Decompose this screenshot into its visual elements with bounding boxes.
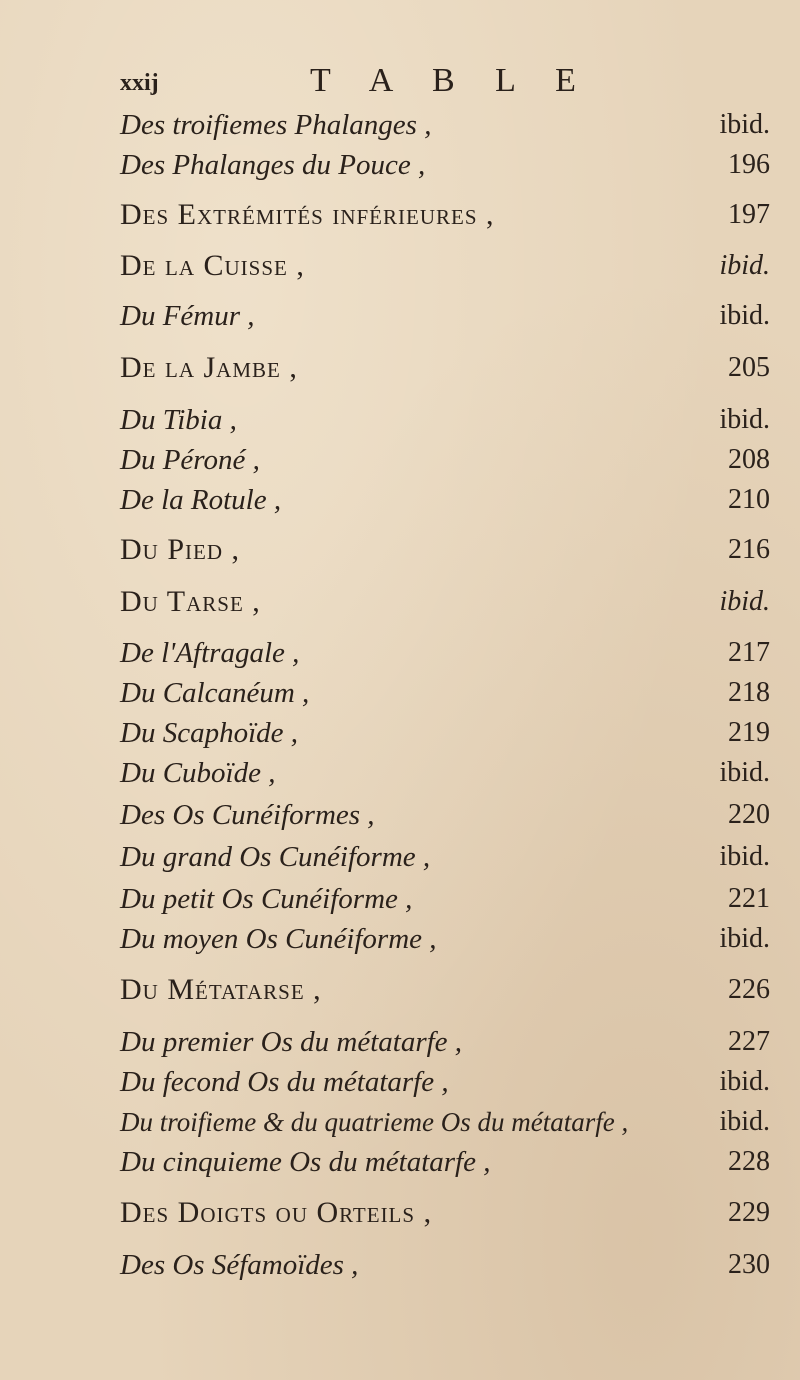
toc-page: ibid.	[719, 109, 770, 140]
toc-row	[0, 1145, 800, 1185]
toc-page: 218	[728, 677, 770, 708]
toc-entry: Du premier Os du métatarfe ,	[120, 1026, 463, 1058]
running-title: T A B L E	[310, 62, 592, 99]
toc-entry: De la Cuisse ,	[120, 249, 305, 282]
toc-entry: Du fecond Os du métatarfe ,	[120, 1066, 449, 1098]
toc-row	[0, 533, 800, 573]
toc-entry: Du Péroné ,	[120, 444, 260, 476]
toc-row	[0, 1196, 800, 1236]
toc-page: ibid.	[719, 1066, 770, 1097]
toc-entry: De la Jambe ,	[120, 351, 298, 384]
toc-entry: Du Cuboïde ,	[120, 757, 276, 789]
toc-entry: Du Pied ,	[120, 533, 241, 566]
page-number: xxij	[120, 70, 159, 96]
toc-page: ibid.	[719, 300, 770, 331]
toc-page: 219	[728, 717, 770, 748]
toc-row	[0, 249, 800, 289]
toc-page: 205	[728, 352, 770, 383]
toc-page: 229	[728, 1197, 770, 1228]
toc-page: 220	[728, 799, 770, 830]
toc-row	[0, 443, 800, 483]
toc-entry: Des troifiemes Phalanges ,	[120, 109, 432, 141]
toc-row	[0, 636, 800, 676]
toc-page: 226	[728, 974, 770, 1005]
toc-page: ibid.	[719, 923, 770, 954]
toc-page: 208	[728, 444, 770, 475]
toc-entry: Des Os Séfamoïdes ,	[120, 1249, 359, 1281]
toc-entry: Du Tibia ,	[120, 404, 237, 436]
toc-page: 221	[728, 883, 770, 914]
toc-entry: Des Extrémités inférieures ,	[120, 198, 495, 231]
toc-entry: Du Métatarse ,	[120, 973, 322, 1006]
toc-row	[0, 1025, 800, 1065]
toc-row	[0, 148, 800, 188]
toc-page: ibid.	[719, 404, 770, 435]
toc-row	[0, 403, 800, 443]
toc-page: 216	[728, 534, 770, 565]
toc-row	[0, 1105, 800, 1145]
toc-entry: Du Tarse ,	[120, 585, 261, 618]
toc-page: ibid.	[719, 250, 770, 281]
toc-row	[0, 1065, 800, 1105]
toc-row	[0, 716, 800, 756]
toc-entry: Du grand Os Cunéiforme ,	[120, 841, 431, 873]
toc-entry: Du Fémur ,	[120, 300, 255, 332]
toc-page: 228	[728, 1146, 770, 1177]
toc-entry: De l'Aftragale ,	[120, 637, 300, 669]
toc-entry: Du Calcanéum ,	[120, 677, 310, 709]
toc-entry: Des Os Cunéiformes ,	[120, 799, 375, 831]
toc-entry: Du troifieme & du quatrieme Os du métatarfe ,	[120, 1107, 629, 1137]
toc-page: ibid.	[719, 841, 770, 872]
toc-page: 227	[728, 1026, 770, 1057]
toc-row	[0, 922, 800, 962]
toc-page: 230	[728, 1249, 770, 1280]
toc-row	[0, 676, 800, 716]
toc-page: 197	[728, 199, 770, 230]
toc-row	[0, 840, 800, 880]
toc-row	[0, 798, 800, 838]
toc-row	[0, 483, 800, 523]
toc-entry: Des Phalanges du Pouce ,	[120, 149, 426, 181]
toc-row	[0, 882, 800, 922]
toc-entry: Du Scaphoïde ,	[120, 717, 298, 749]
toc-entry: Des Doigts ou Orteils ,	[120, 1196, 433, 1229]
toc-row	[0, 585, 800, 625]
toc-page: ibid.	[719, 586, 770, 617]
toc-page: 196	[728, 149, 770, 180]
toc-row	[0, 1248, 800, 1288]
toc-row	[0, 299, 800, 339]
toc-entry: De la Rotule ,	[120, 484, 282, 516]
toc-page: 217	[728, 637, 770, 668]
toc-page: ibid.	[719, 1106, 770, 1137]
toc-row	[0, 973, 800, 1013]
toc-entry: Du petit Os Cunéiforme ,	[120, 883, 413, 915]
toc-entry: Du moyen Os Cunéiforme ,	[120, 923, 437, 955]
toc-row	[0, 198, 800, 238]
toc-row	[0, 108, 800, 148]
toc-page: 210	[728, 484, 770, 515]
toc-row	[0, 756, 800, 796]
toc-entry: Du cinquieme Os du métatarfe ,	[120, 1146, 491, 1178]
toc-page: ibid.	[719, 757, 770, 788]
toc-row	[0, 351, 800, 391]
